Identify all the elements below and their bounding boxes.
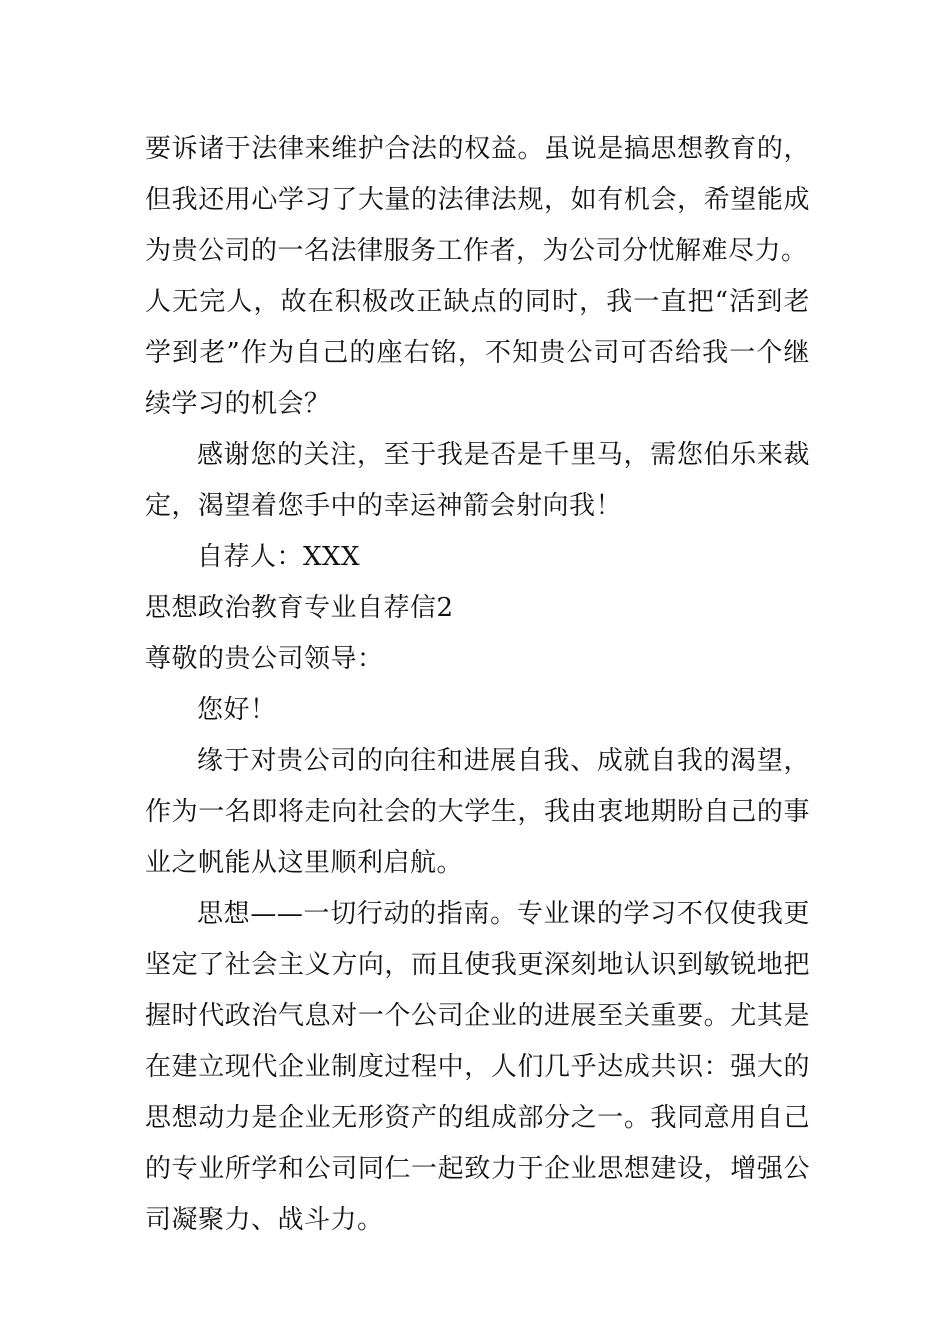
section-title: 思想政治教育专业自荐信2: [145, 593, 454, 623]
paragraph-thanks: 感谢您的关注，至于我是否是千里马，需您伯乐来裁定，渴望着您手中的幸运神箭会射向我！: [145, 440, 810, 521]
paragraph-motivation: 缘于对贵公司的向往和进展自我、成就自我的渴望，作为一名即将走向社会的大学生，我由衷地期盼自己的事业之帆能从这里顺利启航。: [145, 746, 810, 878]
paragraph-lifelong-learning: 人无完人，故在积极改正缺点的同时，我一直把“活到老学到老”作为自己的座右铭，不知贵公司可否给我一个继续学习的机会？: [145, 287, 810, 419]
paragraph-ideology: 思想——一切行动的指南。专业课的学习不仅使我更坚定了社会主义方向，而且使我更深刻地认识到敏锐地把握时代政治气息对一个公司企业的进展至关重要。尤其是在建立现代企业制度过程中，人们几乎达成共识：强大的思想动力是企业无形资产的组成部分之一。我同意用自己的专业所学和公司同仁一起致力于企业思想建设，增强公司凝聚力、战斗力。: [145, 899, 810, 1235]
salutation: 尊敬的贵公司领导：: [145, 644, 384, 674]
greeting: 您好！: [197, 695, 277, 725]
document-body: [145, 124, 810, 1246]
paragraph-legal-service: 要诉诸于法律来维护合法的权益。虽说是搞思想教育的，但我还用心学习了大量的法律法规，如有机会，希望能成为贵公司的一名法律服务工作者，为公司分忧解难尽力。: [145, 134, 810, 266]
signature-line: 自荐人：XXX: [197, 542, 361, 572]
